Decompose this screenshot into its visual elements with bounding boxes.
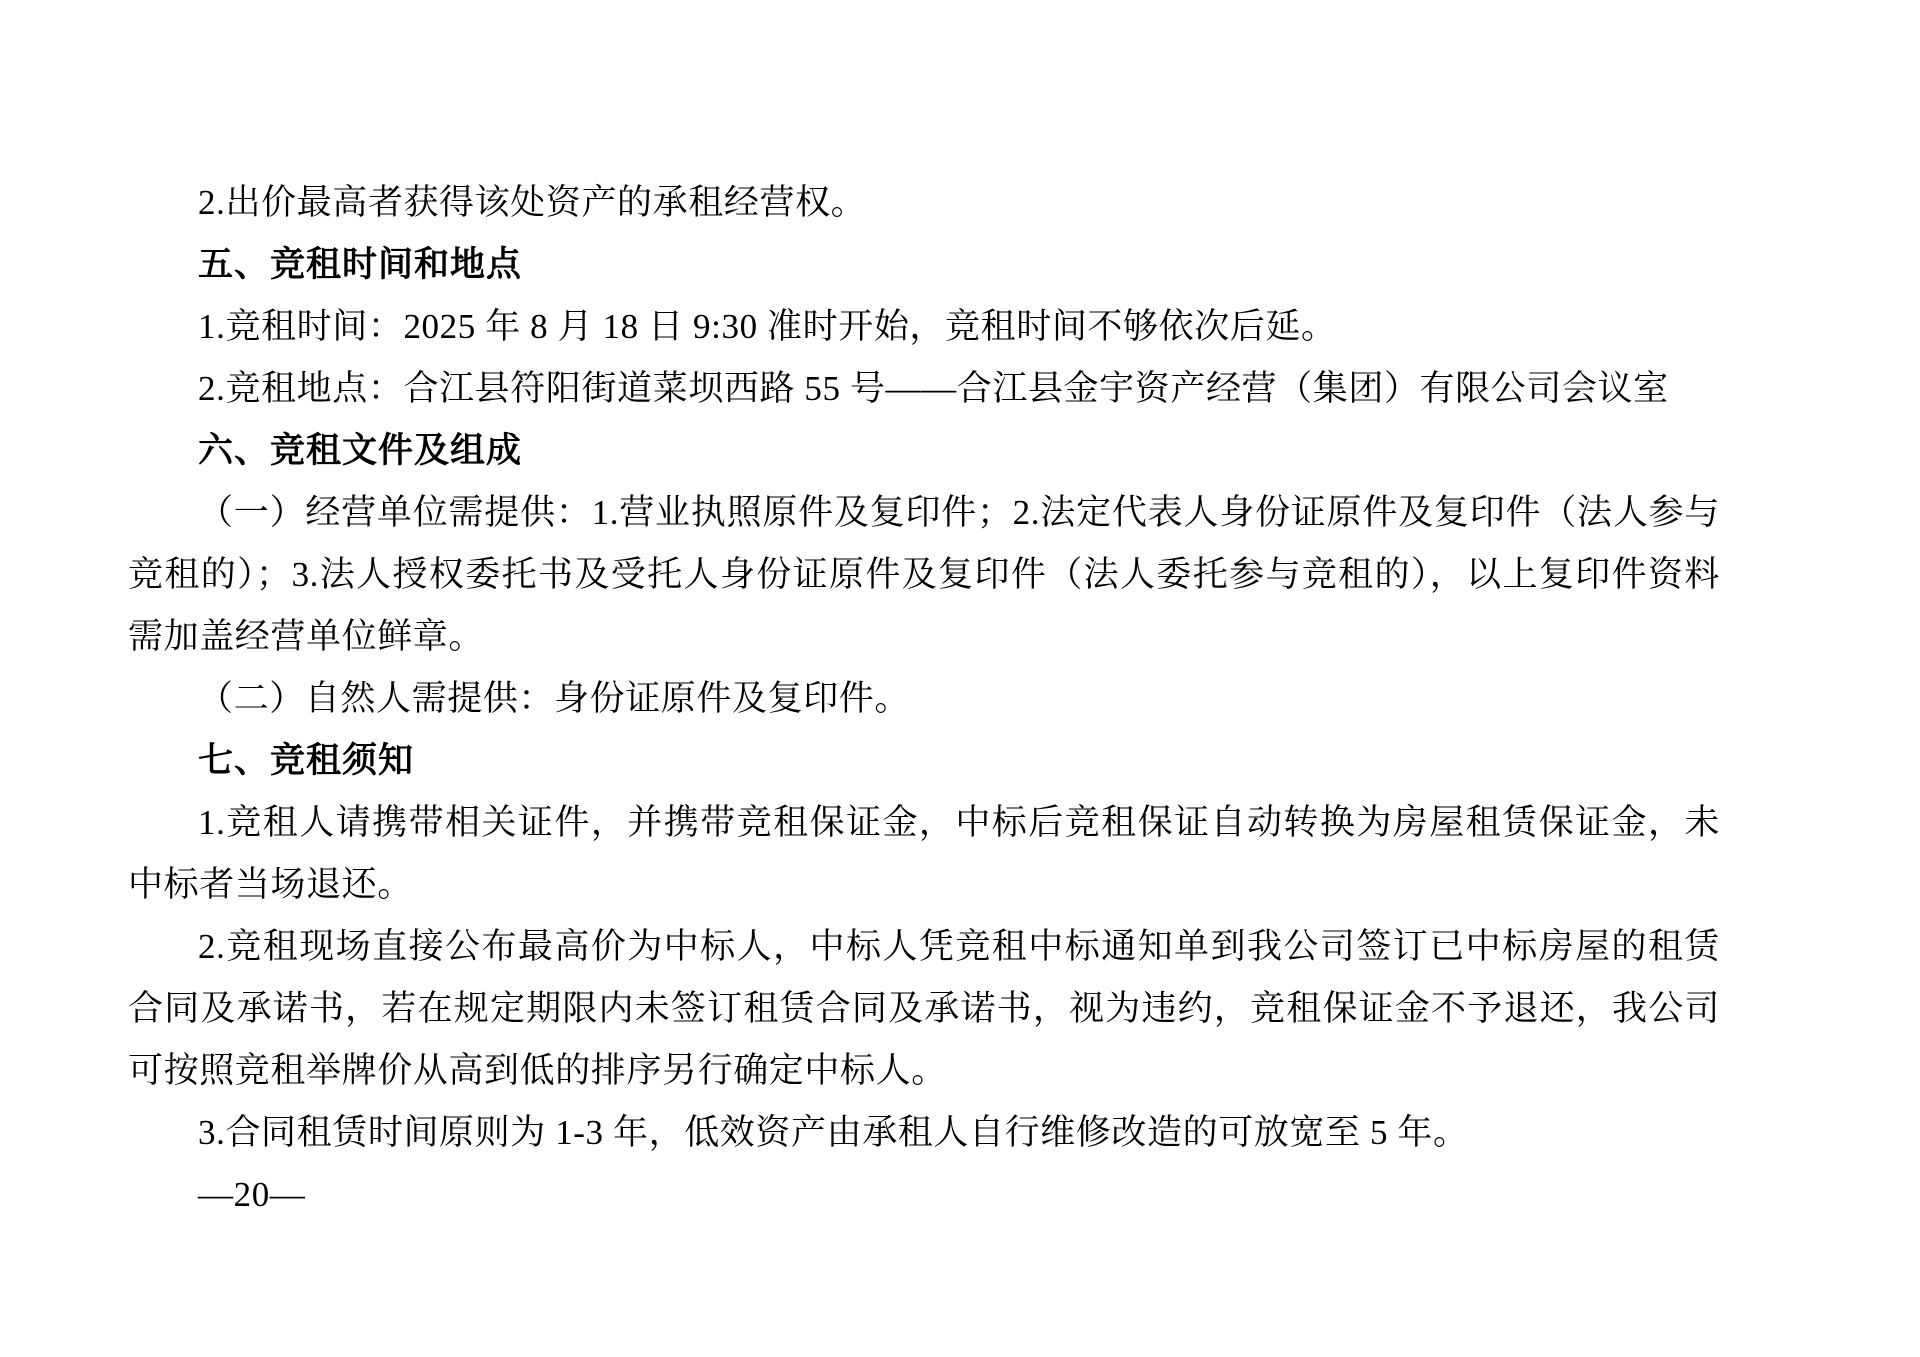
heading-section-5-bid-time-and-place: 五、竞租时间和地点 xyxy=(198,245,523,284)
paragraph-natural-person-documents: （二）自然人需提供：身份证原件及复印件。 xyxy=(198,679,911,718)
paragraph-bid-location: 2.竞租地点：合江县符阳街道菜坝西路 55 号——合江县金宇资产经营（集团）有限公司会议室 xyxy=(198,369,1669,408)
paragraph-note-2-winning-bidder: 2.竞租现场直接公布最高价为中标人，中标人凭竞租中标通知单到我公司签订已中标房屋的租赁合同及承诺书，若在规定期限内未签订租赁合同及承诺书，视为违约，竞租保证金不予退还，我公司可按照竞租举牌价从高到低的排序另行确定中标人。 xyxy=(128,927,1720,1090)
paragraph-note-1-deposit: 1.竞租人请携带相关证件，并携带竞租保证金，中标后竞租保证自动转换为房屋租赁保证金，未中标者当场退还。 xyxy=(128,803,1720,904)
paragraph-highest-bidder: 2.出价最高者获得该处资产的承租经营权。 xyxy=(198,183,867,222)
heading-section-7-bid-notes: 七、竞租须知 xyxy=(198,741,415,780)
paragraph-note-3-lease-term: 3.合同租赁时间原则为 1-3 年，低效资产由承租人自行维修改造的可放宽至 5 年。 xyxy=(198,1113,1469,1152)
heading-section-6-bid-documents: 六、竞租文件及组成 xyxy=(198,431,523,470)
page-number: —20— xyxy=(198,1175,306,1214)
paragraph-business-unit-documents: （一）经营单位需提供：1.营业执照原件及复印件；2.法定代表人身份证原件及复印件（法人参与竞租的）；3.法人授权委托书及受托人身份证原件及复印件（法人委托参与竞租的），以上复印件资料需加盖经营单位鲜章。 xyxy=(128,493,1720,656)
paragraph-bid-time: 1.竞租时间：2025 年 8 月 18 日 9:30 准时开始，竞租时间不够依次后延。 xyxy=(198,307,1337,346)
